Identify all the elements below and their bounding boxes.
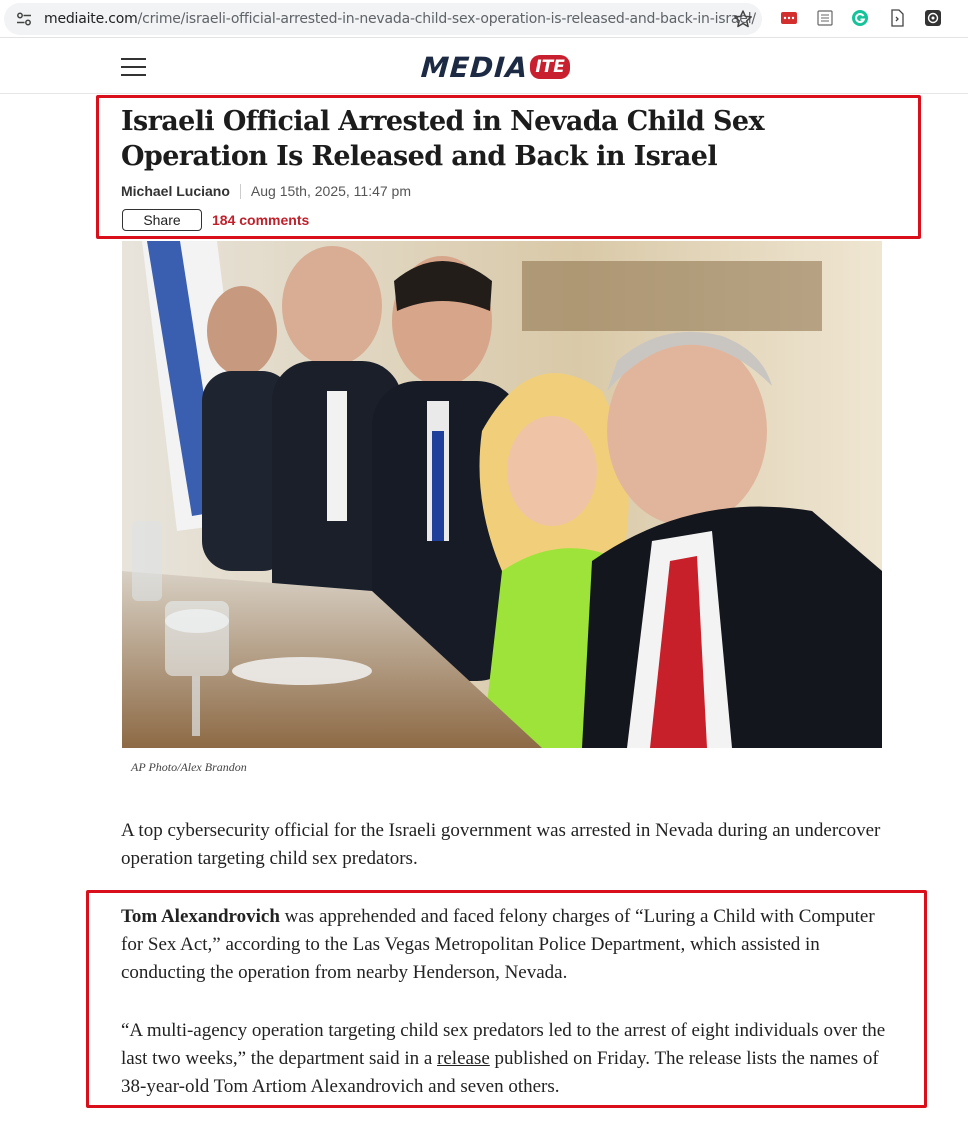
url-domain: mediaite.com (44, 11, 138, 27)
release-link[interactable]: release (437, 1048, 490, 1069)
article-photo (122, 241, 882, 748)
address-bar[interactable] (4, 3, 762, 35)
logo-text: MEDIA (419, 50, 530, 84)
byline (121, 183, 411, 199)
paragraph-3-text-end: published on Friday. The release lists the names of 38-year-old Tom Artiom Alexandrovich and seven others. (121, 1048, 879, 1097)
photo-caption: AP Photo/Alex Brandon (131, 760, 247, 774)
extension-red-icon[interactable] (780, 9, 798, 27)
byline-divider (240, 184, 241, 199)
paragraph-1: A top cybersecurity official for the Israeli government was arrested in Nevada during an undercover operation targeting child sex predators. (121, 820, 881, 869)
site-logo[interactable] (421, 51, 570, 83)
site-settings-icon[interactable] (16, 12, 32, 26)
paragraph-3 (121, 1017, 886, 1101)
site-header (0, 39, 968, 94)
bookmark-star-icon[interactable] (733, 9, 753, 29)
paragraph-2 (121, 903, 886, 987)
article-headline: Israeli Official Arrested in Nevada Child Sex Operation Is Released and Back in Israel (121, 106, 764, 172)
author-link[interactable]: Michael Luciano (121, 183, 230, 199)
grammarly-icon[interactable] (851, 9, 869, 27)
comments-link[interactable]: 184 comments (212, 212, 310, 228)
browser-toolbar (0, 0, 968, 38)
photo-illustration (122, 241, 882, 748)
share-button[interactable]: Share (122, 209, 202, 231)
share-row (122, 209, 309, 231)
ai-assistant-icon[interactable] (924, 9, 942, 27)
reader-mode-icon[interactable] (816, 9, 834, 27)
logo-badge: ITE (530, 55, 570, 79)
publish-date: Aug 15th, 2025, 11:47 pm (250, 183, 412, 199)
document-extension-icon[interactable] (888, 9, 906, 27)
url-path: /crime/israeli-official-arrested-in-nevada-child-sex-operation-is-released-and-back-in-israel/ (137, 11, 756, 27)
menu-icon[interactable] (121, 58, 147, 78)
paragraph-2-text: was apprehended and faced felony charges of “Luring a Child with Computer for Sex Act,” according to the Las Vegas Metropolitan Police Department, which assisted in conducting the operation from nearby Henderson, Nevada. (121, 906, 875, 983)
person-name: Tom Alexandrovich (121, 906, 280, 927)
url-text[interactable] (44, 11, 756, 27)
paragraph-3-text-start: “A multi-agency operation targeting child sex predators led to the arrest of eight individuals over the last two weeks,” the department said in a (121, 1020, 886, 1069)
